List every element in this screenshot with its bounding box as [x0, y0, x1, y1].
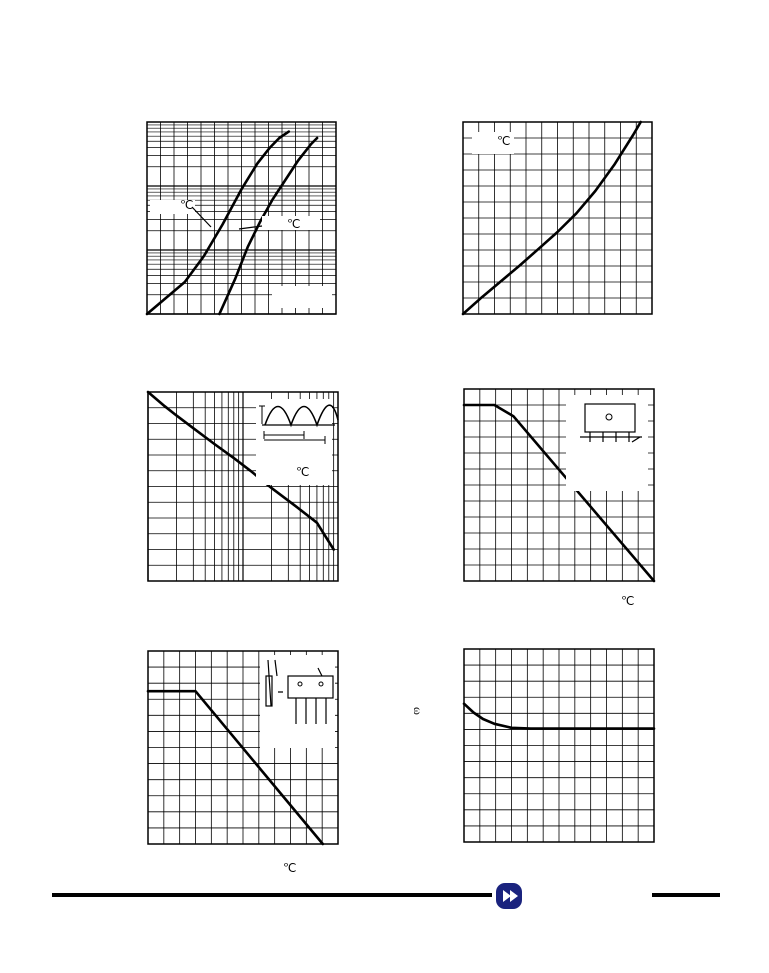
- company-logo: [496, 883, 522, 909]
- footer-rule-left: [52, 893, 492, 897]
- footer-rule-right: [652, 893, 720, 897]
- chart-6: [464, 649, 654, 842]
- chart3-label: ℃: [296, 465, 310, 479]
- chart1-leader-a: [192, 207, 211, 227]
- chart4-axis-unit: ℃: [621, 594, 635, 608]
- chart2-label: ℃: [497, 134, 511, 148]
- chart-6-grid: [464, 649, 654, 842]
- chart1-legend-box: [272, 286, 332, 308]
- chart6-side-note: ω: [411, 707, 425, 715]
- chart-layer: [147, 122, 654, 844]
- chart1-label-b: ℃: [287, 217, 301, 231]
- chart4-inset-device: [585, 404, 635, 432]
- chart3-inset-box: [256, 399, 332, 485]
- chart5-inset-device: [288, 676, 333, 698]
- chart1-label-a: ℃: [180, 198, 194, 212]
- chart5-axis-unit: ℃: [283, 861, 297, 875]
